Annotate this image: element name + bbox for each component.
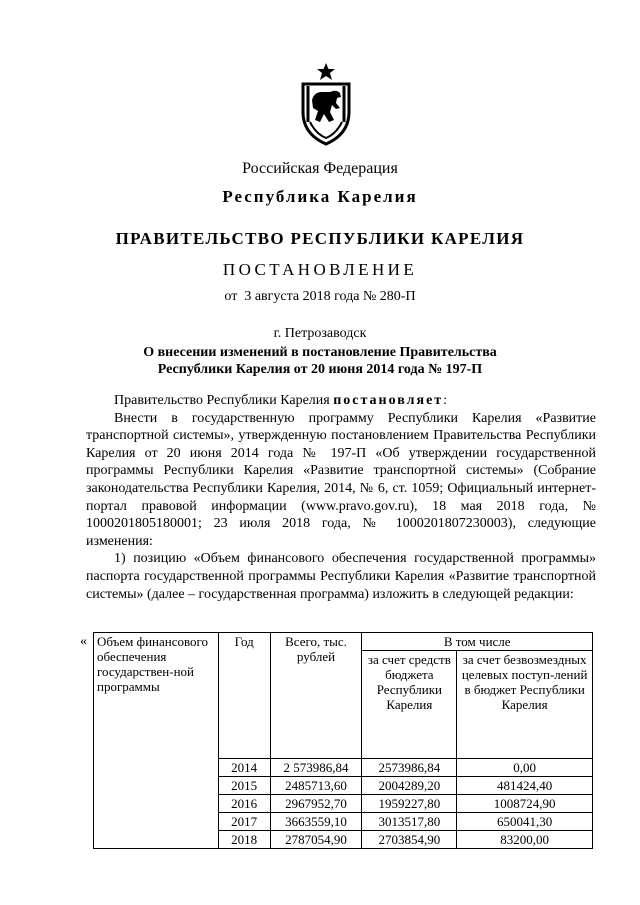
including-header: В том числе bbox=[362, 633, 593, 651]
year-cell: 2017 bbox=[218, 813, 270, 831]
row-label-cell: Объем финансового обеспечения государствен-ной программы bbox=[94, 633, 219, 849]
intro-prefix: Правительство Республики Карелия bbox=[114, 393, 334, 408]
republic-name: Республика Карелия bbox=[222, 187, 418, 206]
year-header: Год bbox=[218, 633, 270, 759]
grants-header: за счет безвозмездных целевых поступ-лений в бюджет Республики Карелия bbox=[457, 651, 593, 759]
decree-word: постановляет bbox=[333, 393, 444, 408]
document-subject bbox=[0, 344, 640, 378]
grants-cell: 0,00 bbox=[457, 759, 593, 777]
grants-cell: 1008724,90 bbox=[457, 795, 593, 813]
government-title: ПРАВИТЕЛЬСТВО РЕСПУБЛИКИ КАРЕЛИЯ bbox=[115, 229, 525, 248]
document-date: от 3 августа 2018 года № 280-П bbox=[224, 289, 416, 304]
budget-cell: 1959227,80 bbox=[362, 795, 457, 813]
document-body bbox=[86, 392, 596, 603]
total-cell: 2 573986,84 bbox=[270, 759, 362, 777]
grants-cell: 83200,00 bbox=[457, 831, 593, 849]
grants-cell: 481424,40 bbox=[457, 777, 593, 795]
year-cell: 2018 bbox=[218, 831, 270, 849]
intro-paragraph bbox=[86, 392, 596, 410]
total-cell: 2485713,60 bbox=[270, 777, 362, 795]
karelia-coat-of-arms-icon bbox=[296, 62, 356, 146]
total-cell: 2967952,70 bbox=[270, 795, 362, 813]
document-type: ПОСТАНОВЛЕНИЕ bbox=[222, 260, 418, 279]
budget-cell: 2703854,90 bbox=[362, 831, 457, 849]
intro-suffix: : bbox=[443, 393, 448, 408]
paragraph-1: Внести в государственную программу Республики Карелия «Развитие транспортной системы», утвержденную постановлением Правительства Республики Карелия от 20 июня 2014 года № 197-П «Об утверждении государственной программы Республики Карелия «Развитие транспортной системы» (Собрание законодательства Республики Карелия, 2014, № 6, ст. 1059; Официальный интернет-портал правовой информации (www.pravo.gov.ru), 18 мая 2018 года, № 1000201805180001; 23 июля 2018 года, № 1000201807230003), следующие изменения: bbox=[86, 410, 596, 549]
total-header: Всего, тыс. рублей bbox=[270, 633, 362, 759]
subject-line-1: О внесении изменений в постановление Правительства bbox=[143, 345, 497, 360]
year-cell: 2016 bbox=[218, 795, 270, 813]
open-quote: « bbox=[80, 634, 87, 649]
financing-table bbox=[93, 632, 593, 849]
year-cell: 2014 bbox=[218, 759, 270, 777]
table-header-row bbox=[94, 633, 593, 651]
subject-line-2: Республики Карелия от 20 июня 2014 года № 197-П bbox=[157, 362, 483, 377]
budget-header: за счет средств бюджета Республики Карелия bbox=[362, 651, 457, 759]
year-cell: 2015 bbox=[218, 777, 270, 795]
budget-cell: 2573986,84 bbox=[362, 759, 457, 777]
document-city: г. Петрозаводск bbox=[273, 326, 367, 341]
grants-cell: 650041,30 bbox=[457, 813, 593, 831]
budget-cell: 2004289,20 bbox=[362, 777, 457, 795]
total-cell: 2787054,90 bbox=[270, 831, 362, 849]
paragraph-2: 1) позицию «Объем финансового обеспечения государственной программы» паспорта государственной программы Республики Карелия «Развитие транспортной системы» (далее – государственная программа) изложить в следующей редакции: bbox=[86, 551, 596, 602]
total-cell: 3663559,10 bbox=[270, 813, 362, 831]
budget-cell: 3013517,80 bbox=[362, 813, 457, 831]
country-name: Российская Федерация bbox=[242, 160, 398, 177]
